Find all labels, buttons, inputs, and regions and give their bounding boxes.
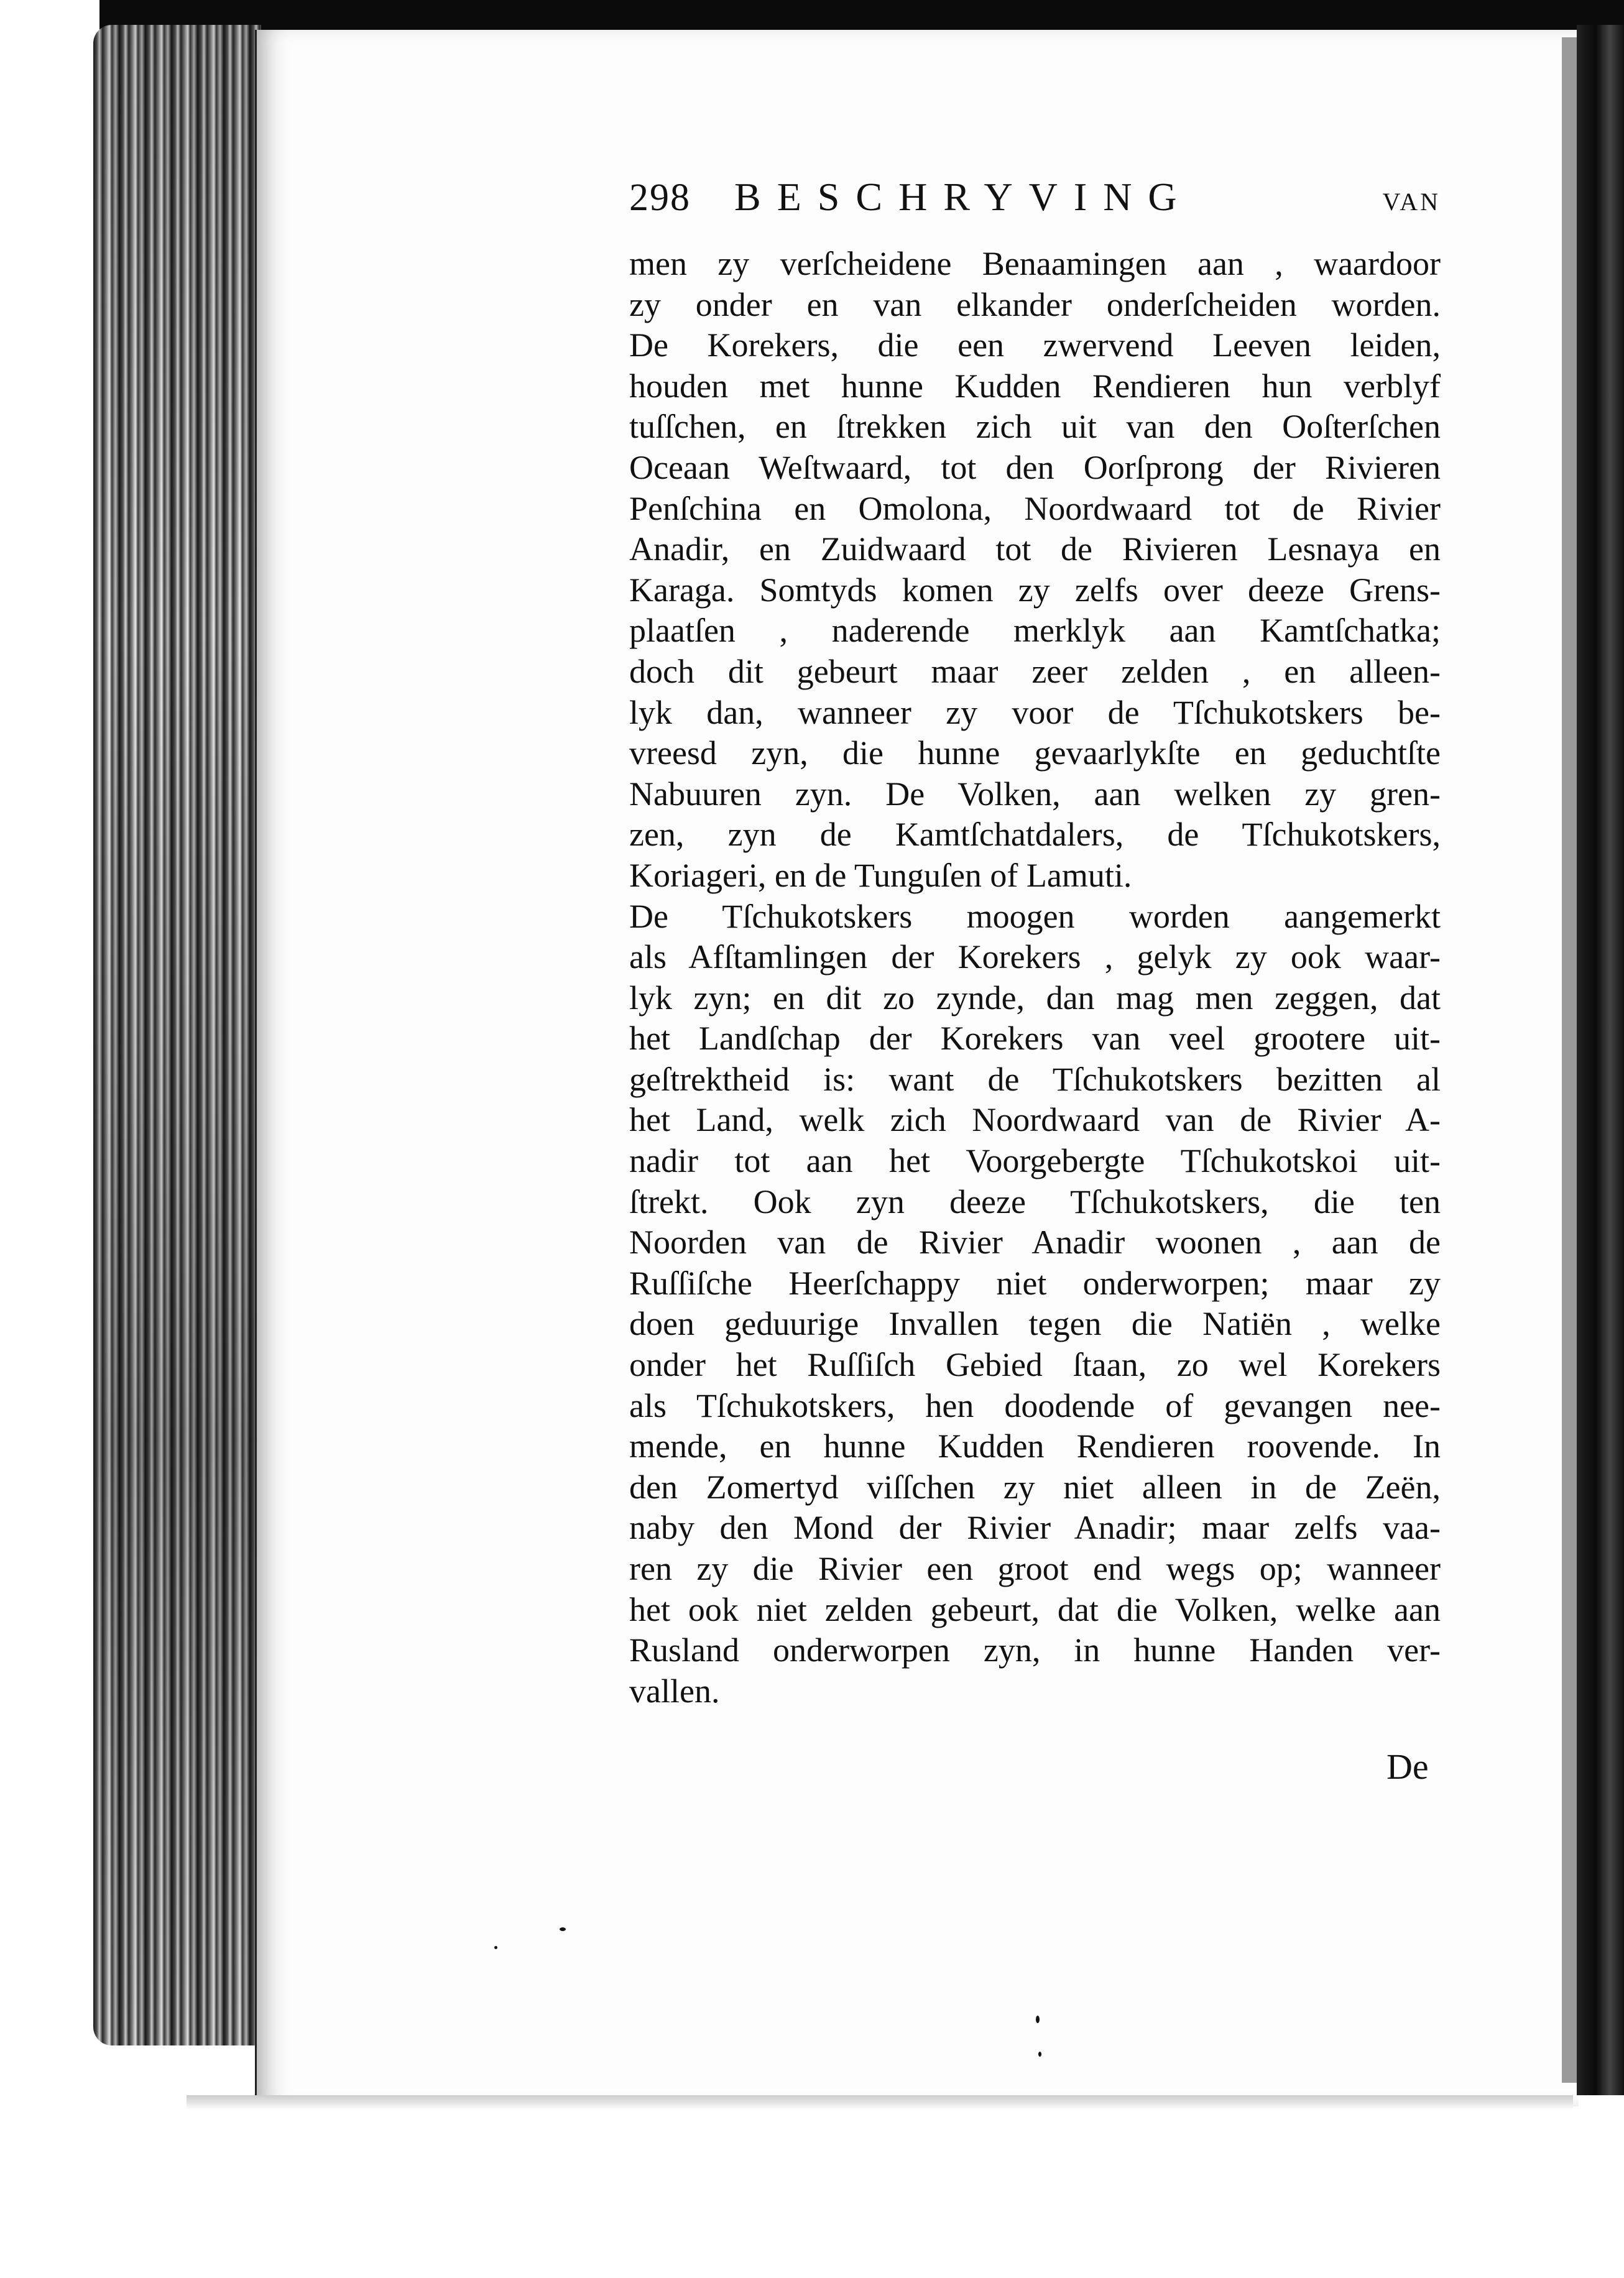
text-line: Nabuuren zyn. De Volken, aan welken zy gren- — [629, 775, 1441, 813]
text-line: als Tſchukotskers, hen doodende of gevangen nee- — [629, 1386, 1441, 1424]
text-line: houden met hunne Kudden Rendieren hun verblyf — [629, 367, 1441, 405]
text-line: onder het Ruſſiſch Gebied ſtaan, zo wel Korekers — [629, 1346, 1441, 1384]
text-line: het Landſchap der Korekers van veel grootere uit- — [629, 1020, 1441, 1058]
scan-right-shadow — [1577, 25, 1624, 2095]
ink-speck — [494, 1946, 497, 1949]
ink-speck — [560, 1927, 566, 1931]
text-line: het ook niet zelden gebeurt, dat die Volken, welke aan — [629, 1590, 1441, 1628]
text-line: vallen. — [629, 1672, 720, 1710]
text-line: doen geduurige Invallen tegen die Natiën , welke — [629, 1305, 1441, 1343]
text-line: ſtrekt. Ook zyn deeze Tſchukotskers, die ten — [629, 1183, 1441, 1220]
page-number: 298 — [629, 177, 691, 219]
text-line: zy onder en van elkander onderſcheiden worden. — [629, 285, 1441, 323]
text-line: De Tſchukotskers moogen worden aangemerkt — [629, 897, 1441, 935]
text-line: ren zy die Rivier een groot end wegs op; wanneer — [629, 1550, 1441, 1587]
text-line: lyk dan, wanneer zy voor de Tſchukotskers be- — [629, 693, 1441, 731]
text-line: Koriageri, en de Tunguſen of Lamuti. — [629, 856, 1132, 894]
text-line: Ruſſiſche Heerſchappy niet onderworpen; maar zy — [629, 1264, 1441, 1302]
text-line: Penſchina en Omolona, Noordwaard tot de Rivier — [629, 489, 1441, 527]
ink-speck — [1038, 2052, 1041, 2057]
body-text — [629, 244, 1441, 1712]
text-line: naby den Mond der Rivier Anadir; maar zelfs vaa- — [629, 1509, 1441, 1547]
text-line: den Zomertyd viſſchen zy niet alleen in de Zeën, — [629, 1468, 1441, 1506]
text-line: Oceaan Weſtwaard, tot den Oorſprong der Rivieren — [629, 448, 1441, 486]
text-line: mende, en hunne Kudden Rendieren roovende. In — [629, 1427, 1441, 1465]
text-line: men zy verſcheidene Benaamingen aan , waardoor — [629, 245, 1441, 282]
text-line: Karaga. Somtyds komen zy zelfs over deeze Grens- — [629, 571, 1441, 609]
page-bottom-edge — [187, 2095, 1573, 2110]
text-line: lyk zyn; en dit zo zynde, dan mag men zeggen, dat — [629, 979, 1441, 1017]
running-head — [629, 174, 1441, 230]
facing-page-edge — [1562, 37, 1577, 2083]
text-line: plaatſen , naderende merklyk aan Kamtſchatka; — [629, 612, 1441, 650]
text-line: Rusland onderworpen zyn, in hunne Handen ver- — [629, 1631, 1441, 1669]
text-line: het Land, welk zich Noordwaard van de Rivier A- — [629, 1101, 1441, 1139]
page-text-block — [629, 174, 1441, 1712]
running-head-title: BESCHRYVING — [734, 175, 1193, 219]
text-line: vreesd zyn, die hunne gevaarlykſte en geduchtſte — [629, 734, 1441, 772]
catchword: De — [1386, 1746, 1429, 1787]
text-line: Anadir, en Zuidwaard tot de Rivieren Lesnaya en — [629, 530, 1441, 568]
running-head-suffix: VAN — [1382, 188, 1441, 216]
text-line: De Korekers, die een zwervend Leeven leiden, — [629, 326, 1441, 364]
ink-speck — [1036, 2016, 1040, 2023]
text-line: tuſſchen, en ſtrekken zich uit van den Ooſterſchen — [629, 408, 1441, 446]
text-line: geſtrektheid is: want de Tſchukotskers bezitten al — [629, 1060, 1441, 1098]
book-page-edges-shading — [93, 25, 261, 2045]
text-line: Noorden van de Rivier Anadir woonen , aan de — [629, 1224, 1441, 1261]
text-line: zen, zyn de Kamtſchatdalers, de Tſchukotskers, — [629, 816, 1441, 854]
text-line: als Afſtamlingen der Korekers , gelyk zy ook waar- — [629, 938, 1441, 976]
text-line: nadir tot aan het Voorgebergte Tſchukotskoi uit- — [629, 1142, 1441, 1180]
text-line: doch dit gebeurt maar zeer zelden , en alleen- — [629, 652, 1441, 690]
